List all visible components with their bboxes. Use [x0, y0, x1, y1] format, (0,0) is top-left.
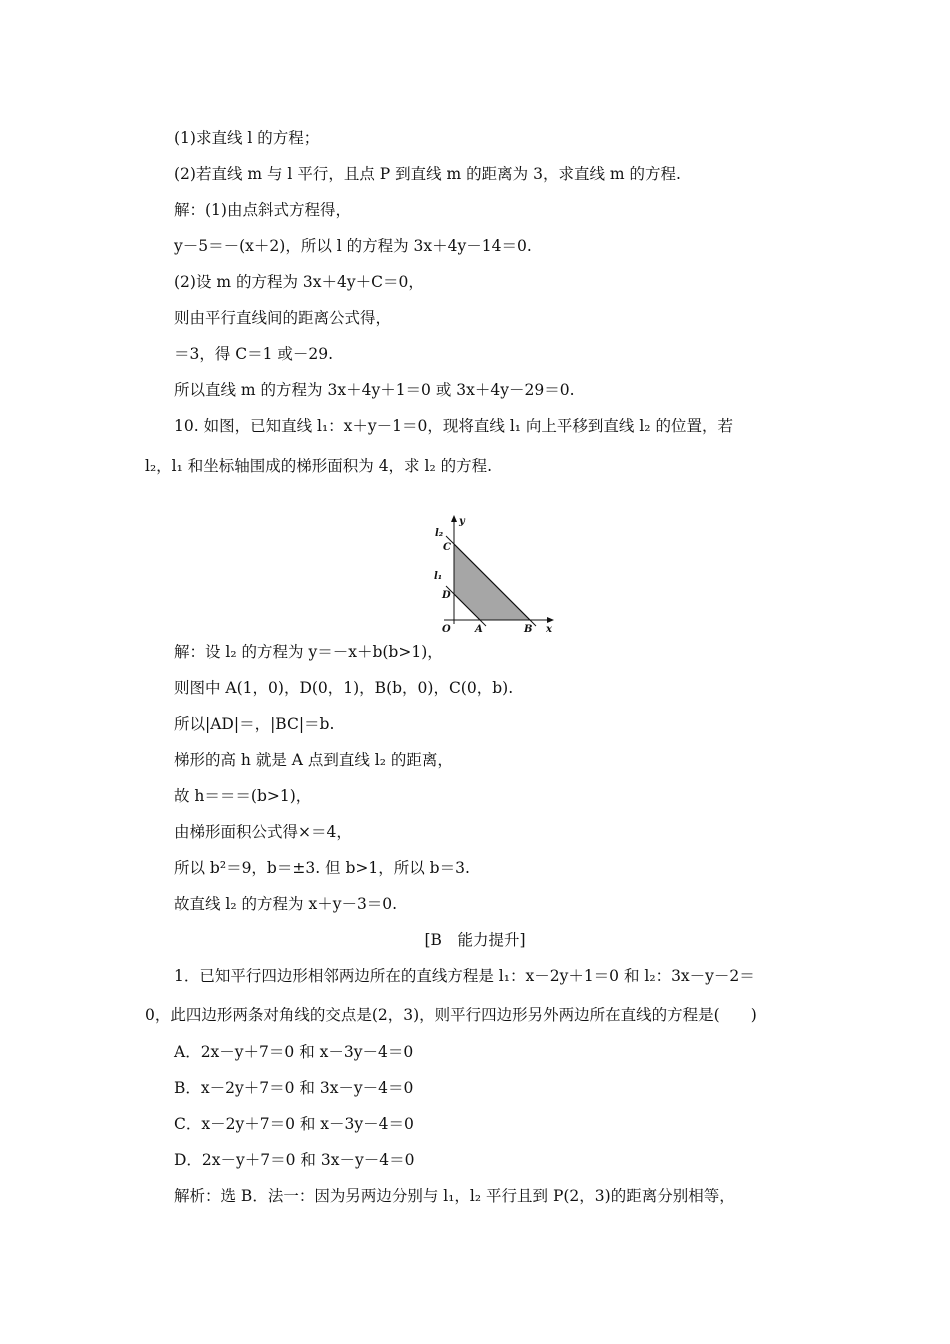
solution-line: 解析：选 B．法一：因为另两边分别与 l₁，l₂ 平行且到 P(2，3)的距离分别相等， — [174, 1187, 735, 1205]
option-d: D．2x－y＋7＝0 和 3x－y－4＝0 — [174, 1151, 415, 1169]
text-line: 0，此四边形两条对角线的交点是(2，3)，则平行四边形另外两边所在直线的方程是( ) — [145, 1006, 757, 1024]
text-line: 由梯形面积公式得×＝4， — [174, 823, 352, 841]
text-line: 所以直线 m 的方程为 3x＋4y＋1＝0 或 3x＋4y－29＝0. — [174, 381, 575, 399]
label-y: y — [459, 516, 465, 527]
text-line: 梯形的高 h 就是 A 点到直线 l₂ 的距离， — [174, 751, 453, 769]
option-b: B．x－2y＋7＝0 和 3x－y－4＝0 — [174, 1079, 414, 1097]
problem-1: 1．已知平行四边形相邻两边所在的直线方程是 l₁：x－2y＋1＝0 和 l₂：3x－y－2＝ — [174, 967, 755, 985]
text-line: 则图中 A(1，0)，D(0，1)，B(b，0)，C(0，b). — [174, 679, 514, 697]
label-d: D — [442, 590, 451, 601]
x-axis-arrow — [547, 617, 554, 623]
text-line: 所以|AD|＝，|BC|＝b. — [174, 715, 335, 733]
option-a: A．2x－y＋7＝0 和 x－3y－4＝0 — [174, 1043, 414, 1061]
label-l1: l₁ — [434, 571, 443, 582]
label-c: C — [443, 542, 451, 553]
option-c: C．x－2y＋7＝0 和 x－3y－4＝0 — [174, 1115, 414, 1133]
label-b: B — [524, 624, 533, 632]
text-line: 所以 b²＝9，b＝±3. 但 b>1，所以 b＝3. — [174, 859, 470, 877]
text-line: (2)若直线 m 与 l 平行，且点 P 到直线 m 的距离为 3，求直线 m 的方程. — [174, 165, 681, 183]
text-line: (2)设 m 的方程为 3x＋4y＋C＝0， — [174, 273, 424, 291]
label-o: O — [442, 624, 451, 632]
text-line: 则由平行直线间的距离公式得， — [174, 309, 392, 327]
text-line: y－5＝－(x＋2)，所以 l 的方程为 3x＋4y－14＝0. — [174, 237, 532, 255]
section-heading: [B 能力提升] — [424, 931, 526, 949]
problem-10: 10. 如图，已知直线 l₁：x＋y－1＝0，现将直线 l₁ 向上平移到直线 l₂ 的位置，若 — [174, 417, 733, 435]
text-line: ＝3，得 C＝1 或－29. — [174, 345, 334, 363]
y-axis-arrow — [451, 515, 457, 522]
text-line: l₂，l₁ 和坐标轴围成的梯形面积为 4，求 l₂ 的方程. — [145, 457, 493, 475]
text-line: 故直线 l₂ 的方程为 x＋y－3＝0. — [174, 895, 398, 913]
label-x: x — [546, 624, 552, 632]
text-line: 解：设 l₂ 的方程为 y＝－x＋b(b>1)， — [174, 643, 443, 661]
trapezoid-figure — [430, 512, 560, 632]
label-l2: l₂ — [435, 528, 444, 539]
label-a: A — [475, 624, 483, 632]
text-line: 解：(1)由点斜式方程得， — [174, 201, 351, 219]
text-line: (1)求直线 l 的方程； — [174, 129, 320, 147]
text-line: 故 h＝＝＝(b>1)， — [174, 787, 312, 805]
